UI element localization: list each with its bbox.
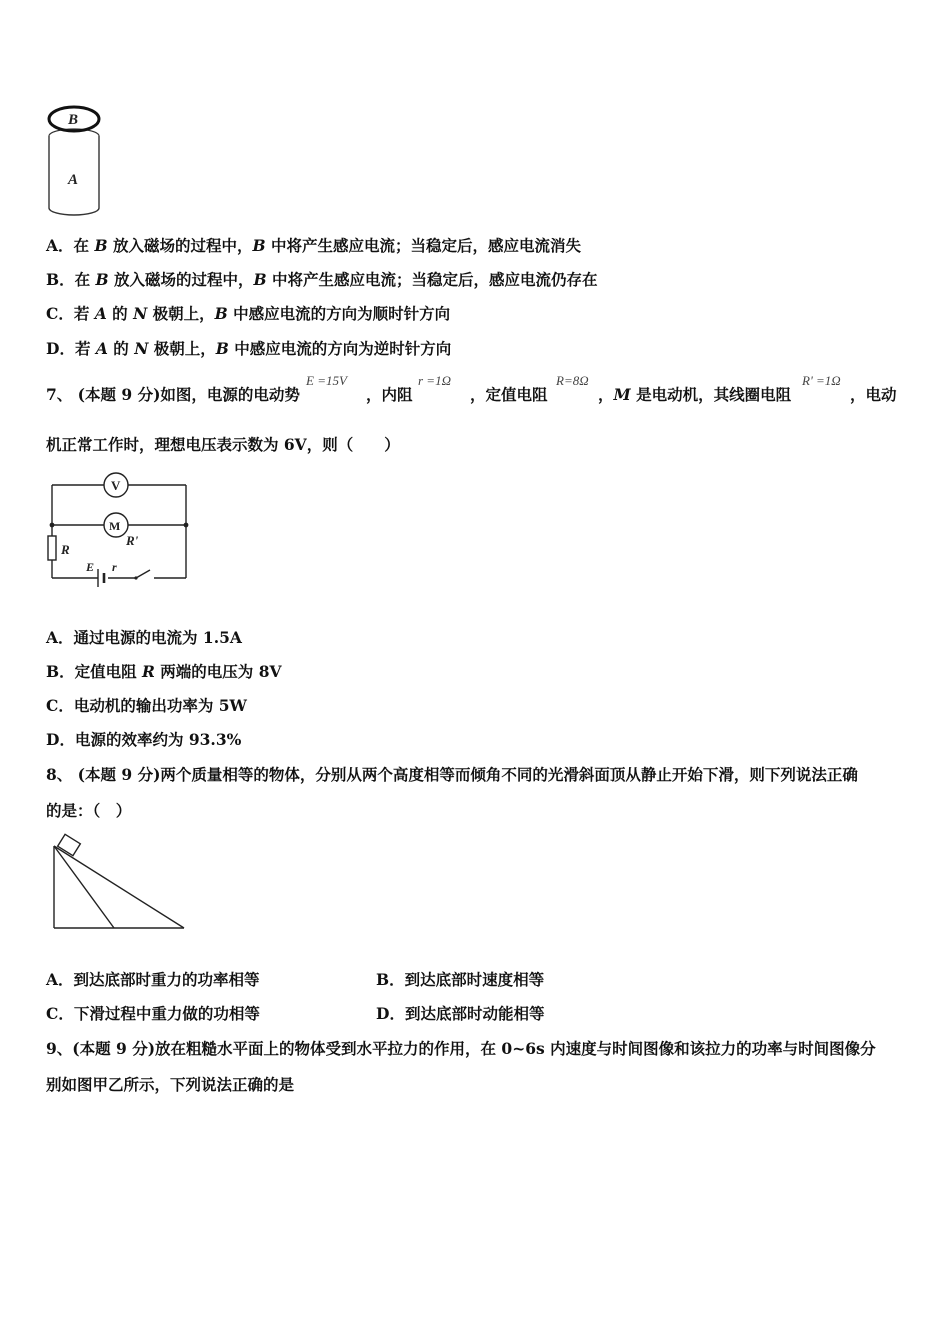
emf-label: E bbox=[86, 560, 95, 574]
q9-stem-line2: 别如图甲乙所示，下列说法正确的是 bbox=[46, 1075, 295, 1094]
q6-option-a: A．在 B 放入磁场的过程中，B 中将产生感应电流；当稳定后，感应电流消失 bbox=[46, 236, 581, 255]
q7-figure-circuit bbox=[46, 470, 196, 588]
q8-stem-line2: 的是：（ ） bbox=[46, 801, 132, 820]
q6-option-b: B．在 B 放入磁场的过程中，B 中将产生感应电流；当稳定后，感应电流仍存在 bbox=[46, 270, 598, 289]
q7-emf: E =15V bbox=[306, 373, 347, 388]
q8-stem-line1: 8、 (本题 9 分)两个质量相等的物体，分别从两个高度相等而倾角不同的光滑斜面顶从静止开始下滑，则下列说法正确 bbox=[46, 765, 858, 784]
resistor-label: R bbox=[61, 542, 70, 557]
q7-option-d: D．电源的效率约为 93.3% bbox=[46, 730, 242, 749]
block bbox=[58, 834, 81, 855]
q8-option-d: D．到达底部时动能相等 bbox=[376, 1004, 545, 1023]
q8-figure-inclines bbox=[50, 834, 190, 934]
label-b: B bbox=[68, 112, 79, 128]
q6-option-d: D．若 A 的 N 极朝上，B 中感应电流的方向为逆时针方向 bbox=[46, 339, 452, 358]
internal-r-label: r bbox=[112, 560, 117, 574]
coil-r-label: R' bbox=[126, 533, 139, 548]
q7-option-c: C．电动机的输出功率为 5W bbox=[46, 696, 247, 715]
q7-stem-a: 7、 (本题 9 分)如图，电源的电动势 bbox=[46, 385, 300, 404]
q7-coil-r: R' =1Ω bbox=[802, 373, 841, 388]
q7-stem-c: ，定值电阻 bbox=[470, 385, 548, 404]
q6-option-c: C．若 A 的 N 极朝上，B 中感应电流的方向为顺时针方向 bbox=[46, 304, 451, 323]
motor-label: M bbox=[109, 519, 121, 533]
q7-stem-d: ，M 是电动机，其线圈电阻 bbox=[598, 385, 792, 404]
label-a: A bbox=[68, 172, 79, 188]
q7-option-b: B．定值电阻 R 两端的电压为 8V bbox=[46, 662, 282, 681]
q7-stem-b: ，内阻 bbox=[366, 385, 413, 404]
q7-stem-f: ，电动 bbox=[850, 385, 897, 404]
q8-option-c: C．下滑过程中重力做的功相等 bbox=[46, 1004, 260, 1023]
voltmeter-label: V bbox=[111, 478, 121, 493]
q8-option-a: A．到达底部时重力的功率相等 bbox=[46, 970, 260, 989]
q7-stem-line2: 机正常工作时，理想电压表示数为 6V，则（ ） bbox=[46, 435, 400, 454]
q7-internal-r: r =1Ω bbox=[418, 373, 451, 388]
q9-stem-line1: 9、(本题 9 分)放在粗糙水平面上的物体受到水平拉力的作用，在 0~6s 内速度与时间图像和该拉力的功率与时间图像分 bbox=[46, 1039, 876, 1058]
q7-resistor-r: R=8Ω bbox=[556, 373, 589, 388]
q6-figure-cylinder bbox=[46, 104, 106, 220]
q7-option-a: A．通过电源的电流为 1.5A bbox=[46, 628, 242, 647]
q8-option-b: B．到达底部时速度相等 bbox=[376, 970, 545, 989]
